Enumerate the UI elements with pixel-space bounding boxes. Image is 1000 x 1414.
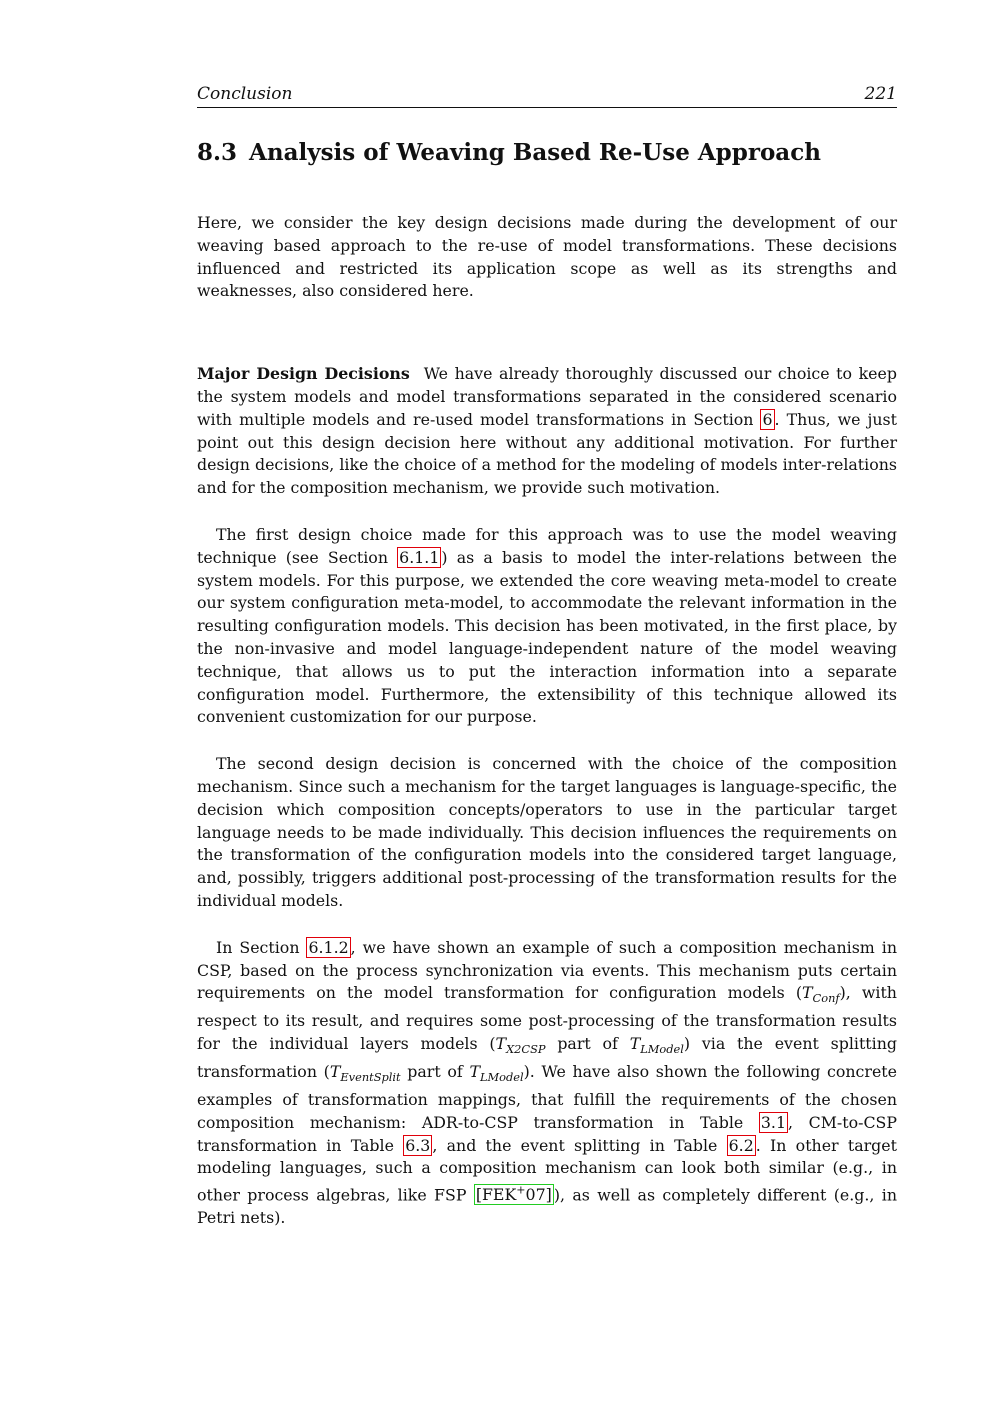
- page: [197, 84, 897, 1230]
- intro-paragraph: Here, we consider the key design decisions made during the development of our weaving based approach to the re-use of model transformations. These decisions influenced and restricted its application scope as well as its strengths and weaknesses, also considered here.: [197, 213, 897, 301]
- table-ref-link[interactable]: 6.2: [728, 1135, 754, 1155]
- section-heading: [197, 138, 897, 168]
- math-t-lmodel: $T_{LModel}$: [469, 1062, 524, 1085]
- composition-example-paragraph: In Section 6.1.2 , we have shown an example of such a composition mechanism in CSP, based on the process synchronization via events. This mechanism puts certain requirements on the model transformation for configuration models $(T_{Conf})$, with respect to its result, and requires some post-processing of the transformation results for the individual layers models ($T_{X2CSP}$ part of $T_{LModel}$) via the event splitting transformation ($T_{EventSplit}$ part of $T_{LModel}$). We have also shown the following concrete examples of transformation mappings, that fulfill the requirements of the chosen composition mechanism: ADR-to-CSP transformation in Table 3.1 , CM-to-CSP transformation in Table 6.3 , and the event splitting in Table 6.2 . In other target modeling languages, such a composition mechanism can look both similar (e.g., in other process algebras, like FSP [FEK+07] ), as well as completely different (e.g., in Petri nets).: [197, 937, 898, 1228]
- table-ref-link[interactable]: 6.3: [405, 1135, 431, 1155]
- second-choice-paragraph: The second design decision is concerned with the choice of the composition mechanism. Since such a mechanism for the target languages is language-specific, the decision which composition concepts/operators to use in the particular target language needs to be made individually. This decision influences the requirements on the transformation of the configuration models into the considered target language, and, possibly, triggers additional post-processing of the transformation results for the individual models.: [197, 754, 897, 910]
- running-header: [197, 84, 897, 108]
- section-number: 8.3: [197, 139, 238, 166]
- page-number: 221: [864, 84, 897, 104]
- section-title: Analysis of Weaving Based Re-Use Approach: [249, 139, 821, 166]
- table-ref-link[interactable]: 3.1: [760, 1112, 786, 1132]
- math-t-x2csp: $T_{X2CSP}$: [495, 1034, 546, 1057]
- major-decisions-paragraph: Major Design Decisions We have already thoroughly discussed our choice to keep the system models and model transformations separated in the considered scenario with multiple models and re-used model transformations in Section 6 . Thus, we just point out this design decision here without any additional motivation. For further design decisions, like the choice of a method for the modeling of models inter-relations and for the composition mechanism, we provide such motivation.: [197, 364, 897, 498]
- first-choice-paragraph: The first design choice made for this approach was to use the model weaving technique (see Section 6.1.1 ) as a basis to model the inter-relations between the system models. For this purpose, we extended the core weaving meta-model to create our system configuration meta-model, to accommodate the relevant information in the resulting configuration models. This decision has been motivated, in the first place, by the non-invasive and model language-independent nature of the model weaving technique, that allows us to put the interaction information into a separate configuration model. Furthermore, the extensibility of this technique allowed its convenient customization for our purpose.: [197, 524, 897, 727]
- math-t-eventsplit: $T_{EventSplit}$: [329, 1062, 401, 1085]
- math-t-conf: $T_{Conf}$: [802, 983, 840, 1006]
- paragraph-heading: Major Design Decisions: [197, 364, 410, 384]
- math-t-lmodel: $T_{LModel}$: [629, 1034, 684, 1057]
- citation-link[interactable]: [FEK+07]: [475, 1184, 552, 1205]
- chapter-title: Conclusion: [197, 84, 293, 104]
- section-ref-link[interactable]: 6.1.1: [399, 547, 440, 567]
- section-ref-link[interactable]: 6.1.2: [308, 937, 349, 957]
- section-ref-link[interactable]: 6: [762, 409, 773, 429]
